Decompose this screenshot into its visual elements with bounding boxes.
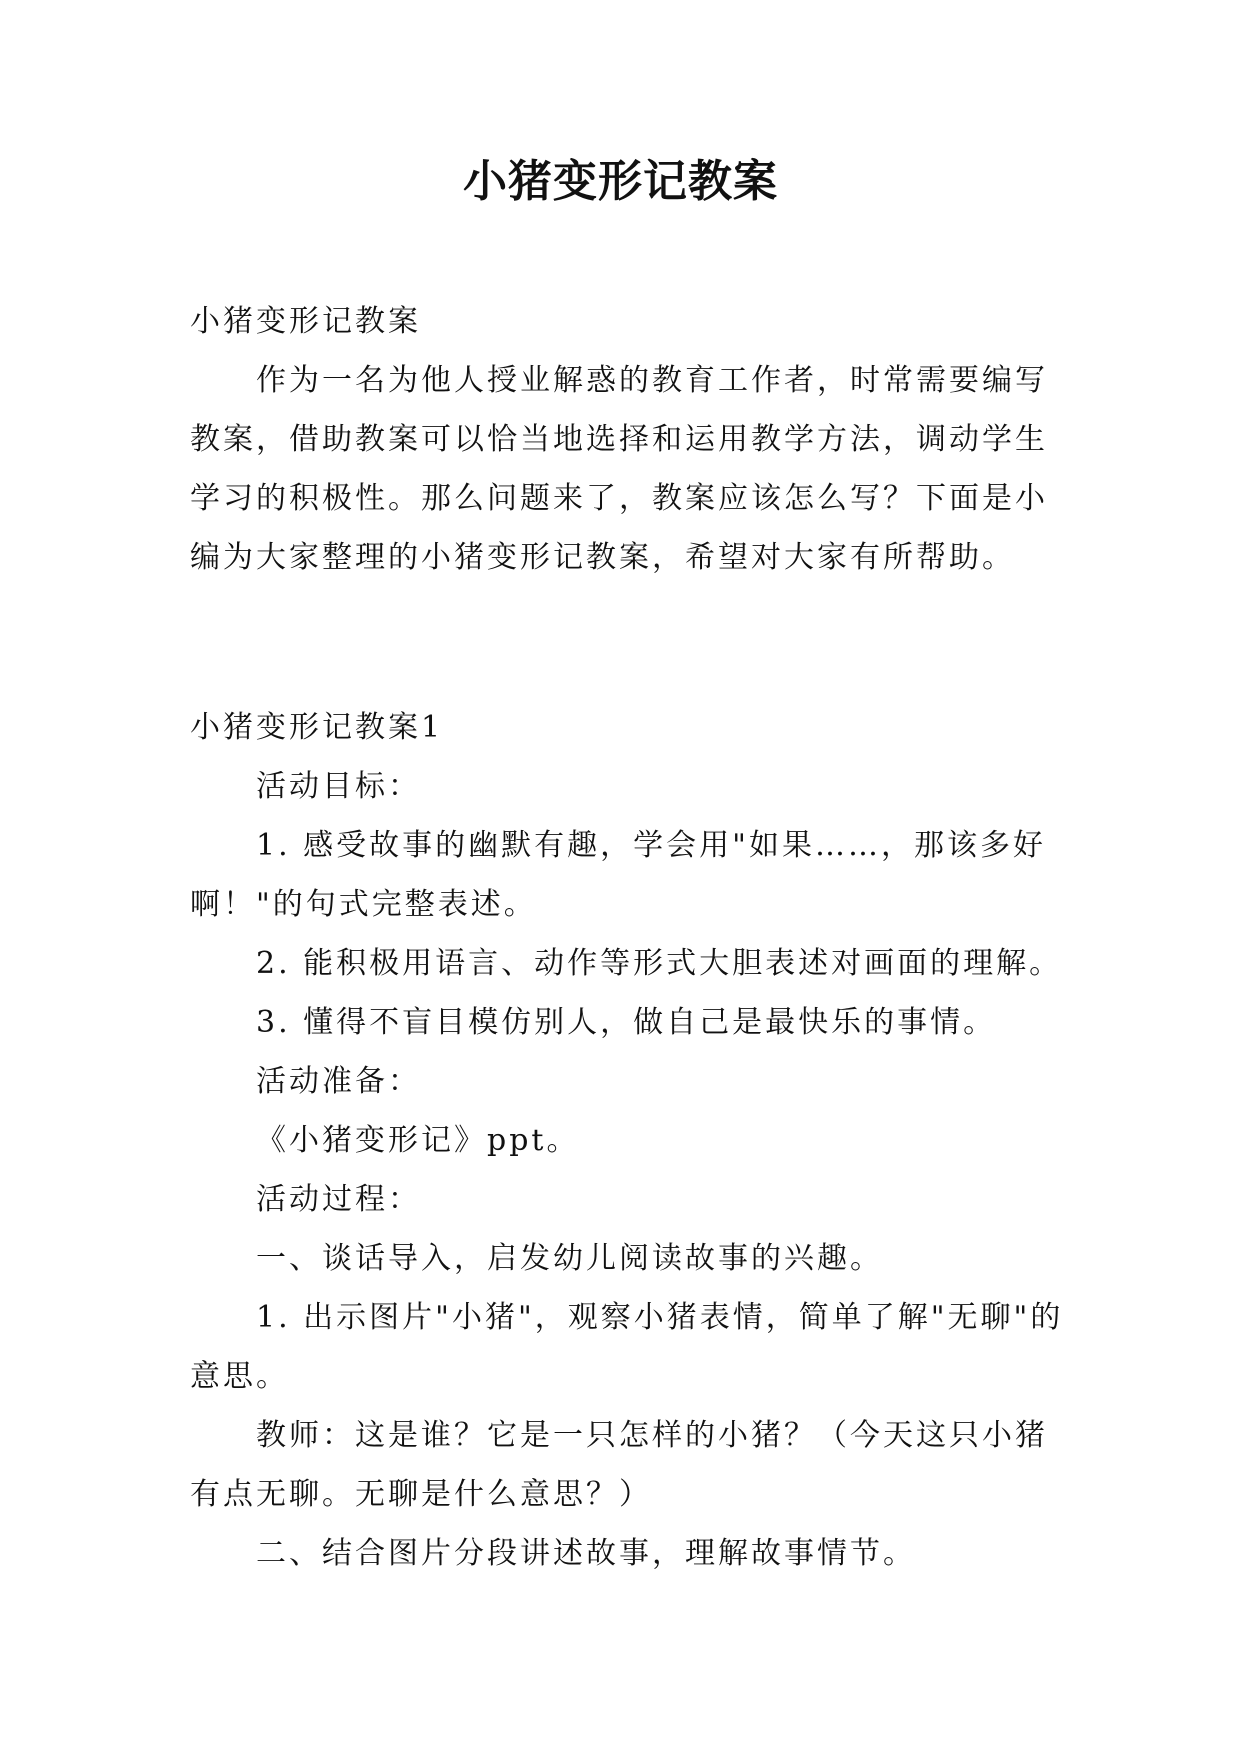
process-step-2: 二、结合图片分段讲述故事，理解故事情节。 (256, 1536, 916, 1571)
goal-item-3: 3. 懂得不盲目模仿别人，做自己是最快乐的事情。 (256, 1005, 997, 1040)
activity-process-label: 活动过程： (256, 1182, 421, 1217)
activity-prep-label: 活动准备： (256, 1064, 421, 1099)
intro-section (190, 292, 1072, 587)
activity-goals-label: 活动目标： (256, 769, 421, 804)
section-1 (190, 698, 1072, 1583)
intro-heading: 小猪变形记教案 (190, 304, 421, 339)
process-step-1: 一、谈话导入，启发幼儿阅读故事的兴趣。 (256, 1241, 883, 1276)
document-title: 小猪变形记教案 (463, 156, 778, 207)
teacher-dialogue: 教师：这是谁？它是一只怎样的小猪？（今天这只小猪有点无聊。无聊是什么意思？） (190, 1418, 1048, 1512)
goal-item-1: 1. 感受故事的幽默有趣，学会用"如果……，那该多好啊！"的句式完整表述。 (190, 828, 1046, 922)
intro-paragraph: 作为一名为他人授业解惑的教育工作者，时常需要编写教案，借助教案可以恰当地选择和运用教学方法，调动学生学习的积极性。那么问题来了，教案应该怎么写？下面是小编为大家整理的小猪变形记教案，希望对大家有所帮助。 (190, 363, 1048, 575)
section-1-heading: 小猪变形记教案1 (190, 710, 444, 745)
activity-prep-item: 《小猪变形记》ppt。 (256, 1123, 580, 1158)
process-step-1-item-1: 1. 出示图片"小猪"，观察小猪表情，简单了解"无聊"的意思。 (190, 1300, 1064, 1394)
goal-item-2: 2. 能积极用语言、动作等形式大胆表述对画面的理解。 (256, 946, 1063, 981)
